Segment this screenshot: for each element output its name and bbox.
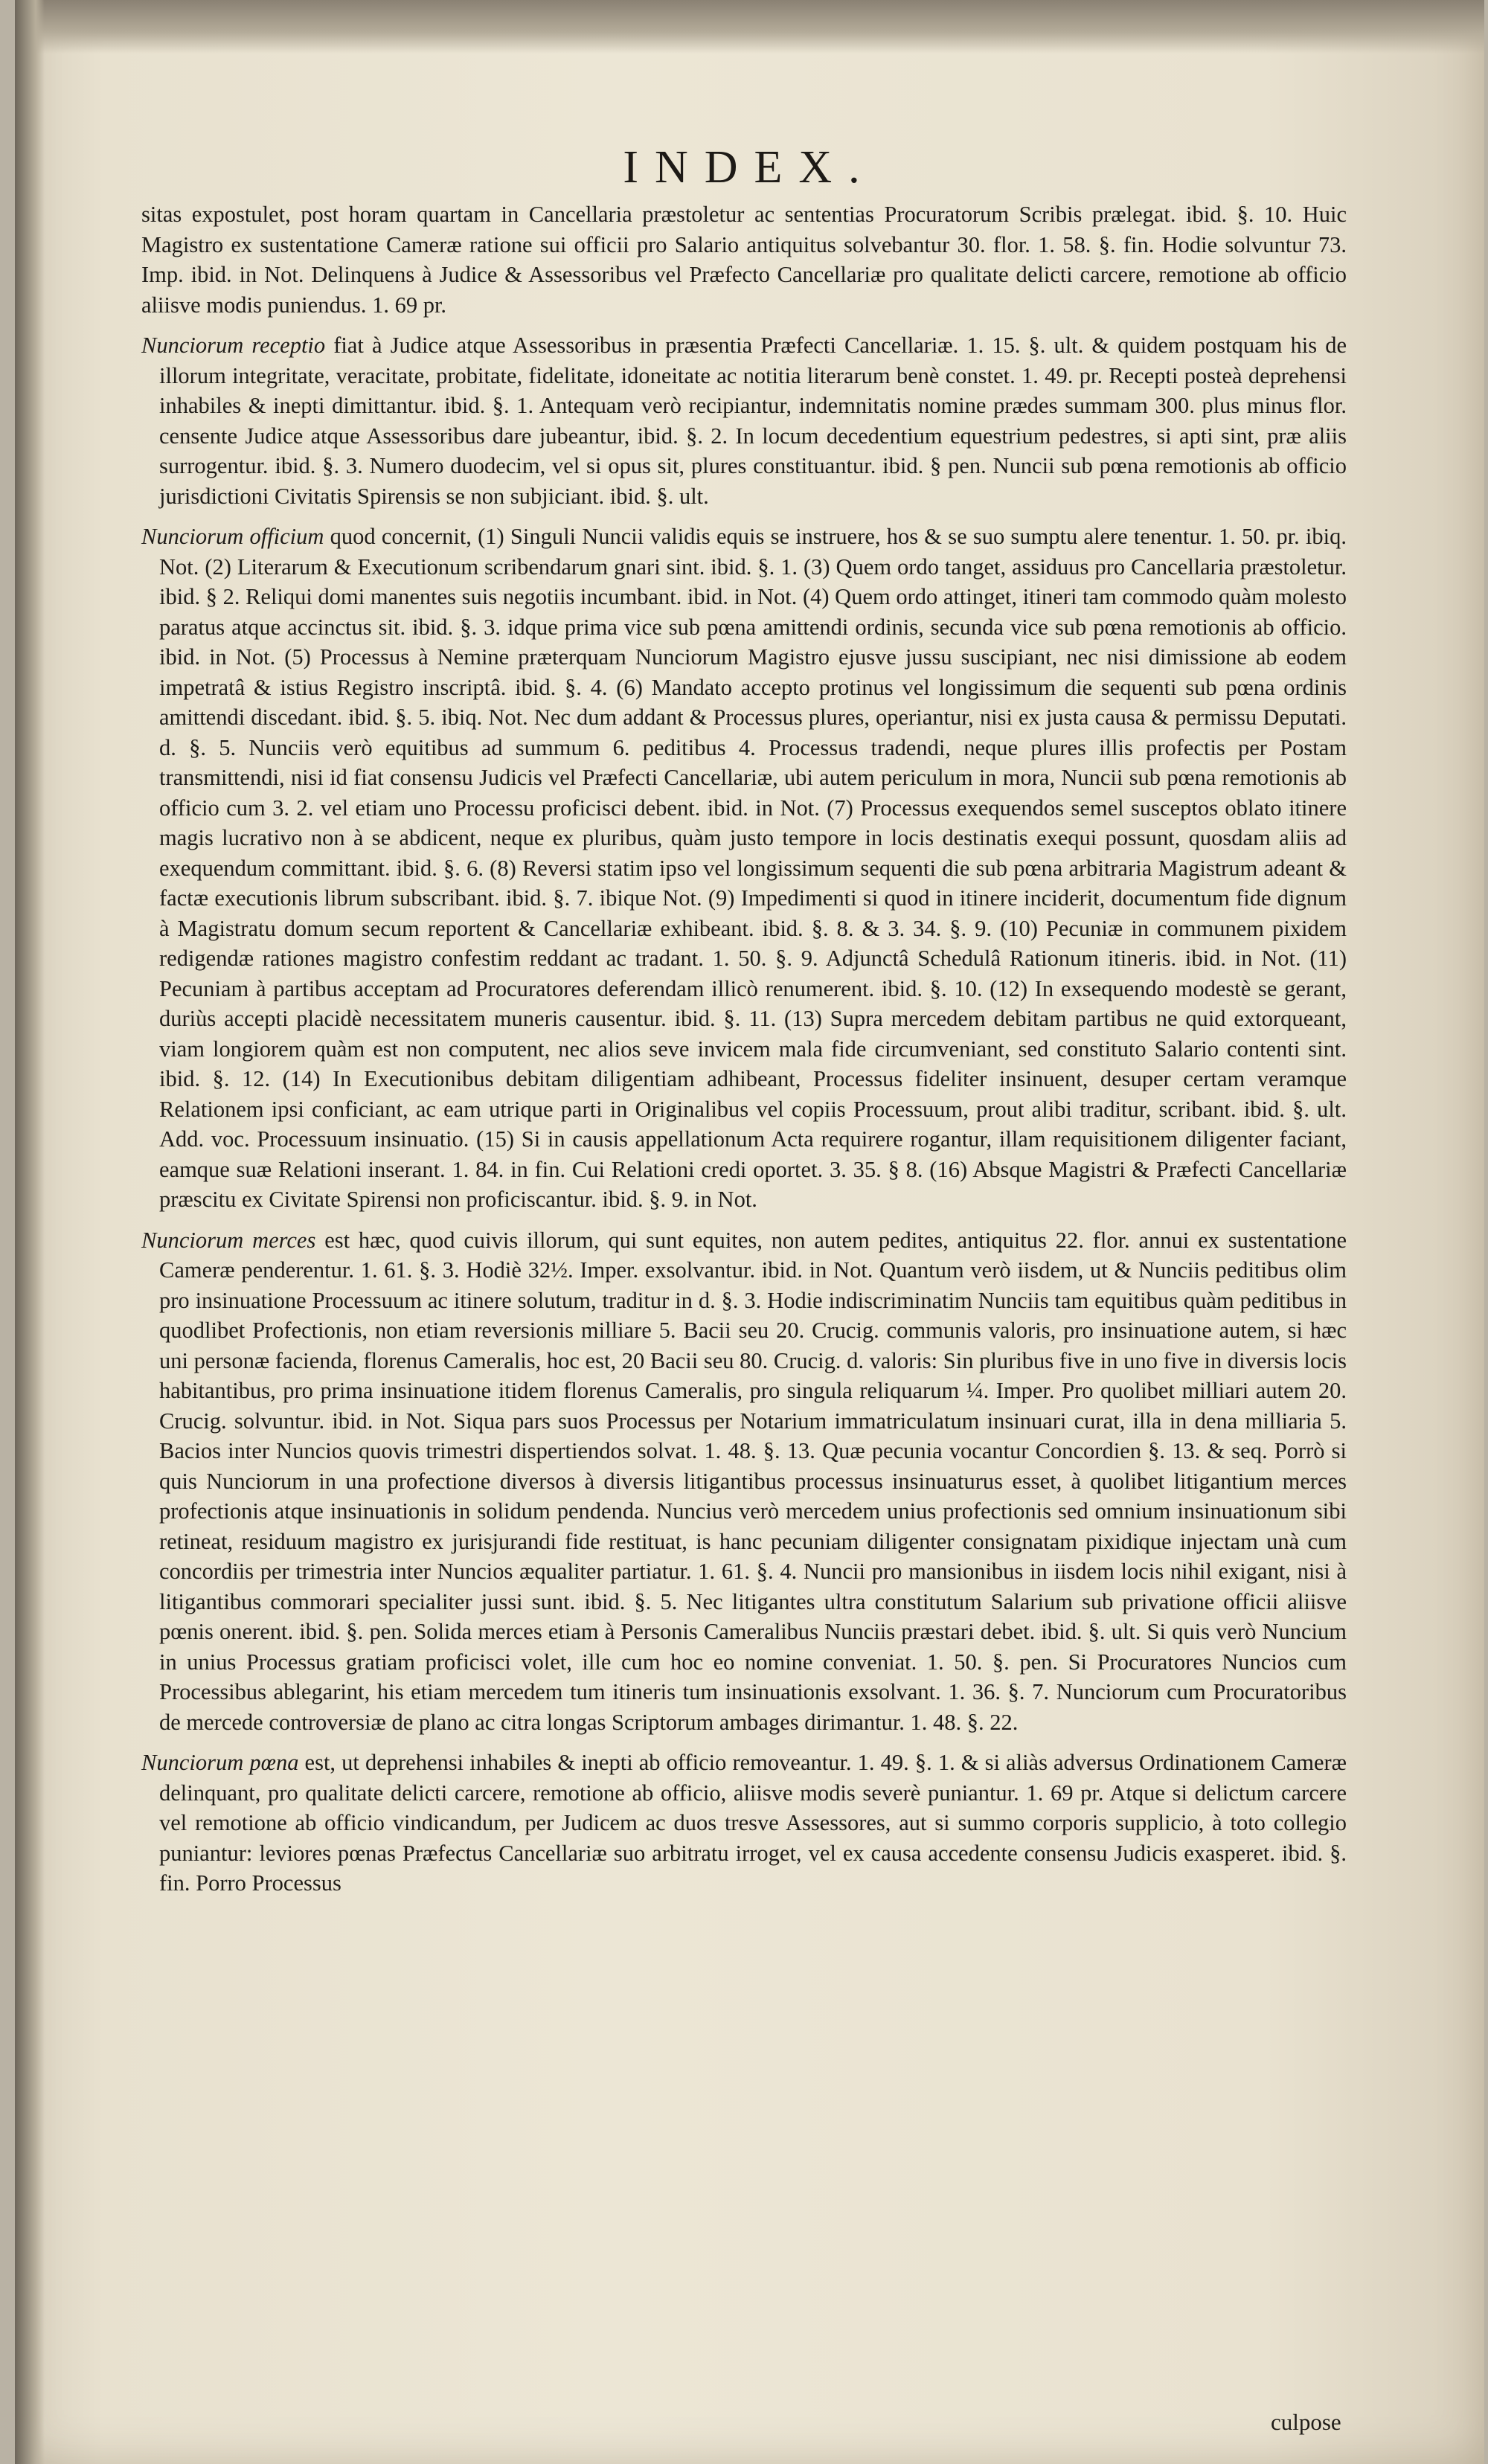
- entry-text: fiat à Judice atque Assessoribus in præsentia Præfecti Cancellariæ. 1. 15. §. ult. & quidem postquam his de illorum integritate, veracitate, probitate, fidelitate, idoneitate ac notitia literarum benè constet. 1. 49. pr. Recepti posteà deprehensi inhabiles & inepti dimittantur. ibid. §. 1. Antequam verò recipiantur, indemnitatis nomine prædes summam 300. plus minus flor. censente Judice atque Assessoribus dare jubeantur, ibid. §. 2. In locum decedentium equestrium pedestres, si apti sint, præ aliis surrogentur. ibid. §. 3. Numero duodecim, vel si opus sit, plures constituantur. ibid. § pen. Nuncii sub pœna remotionis ab officio jurisdictioni Civitatis Spirensis se non subjiciant. ibid. §. ult.: [159, 333, 1347, 509]
- index-entry-officium: [141, 522, 1347, 1215]
- index-body: [141, 199, 1347, 1909]
- entry-lemma: Nunciorum receptio: [141, 333, 334, 358]
- entry-lemma: Nunciorum pœna: [141, 1750, 305, 1775]
- page-top-shadow: [15, 0, 1484, 54]
- catchword: culpose: [1271, 2409, 1341, 2435]
- index-entry-continuation: [141, 199, 1347, 320]
- entry-lemma: Nunciorum merces: [141, 1227, 325, 1253]
- entry-text: est hæc, quod cuivis illorum, qui sunt equites, non autem pedites, antiquitus 22. flor. annui ex sustentatione Cameræ penderentur. 1. 61. §. 3. Hodiè 32½. Imper. exsolvantur. ibid. in Not. Quantum verò iisdem, ut & Nunciis peditibus olim pro insinuatione Processuum ac itinere solutum, traditur in d. §. 3. Hodie indiscriminatim Nunciis tam equitibus quàm peditibus in quodlibet Profectionis, non etiam reversionis milliare 5. Bacii seu 20. Crucig. communis valoris, pro insinuatione autem, si hæc uni personæ facienda, florenus Cameralis, hoc est, 20 Bacii seu 80. Crucig. d. valoris: Sin pluribus five in uno five in diversis locis habitantibus, pro prima insinuatione itidem florenus Cameralis, pro singula reliquarum ¼. Imper. Pro quolibet milliari autem 20. Crucig. solvuntur. ibid. in Not. Siqua pars suos Processus per Notarium immatriculatum insinuari curat, illa in dena milliaria 5. Bacios inter Nuncios quovis trimestri dispertiendos solvat. 1. 48. §. 13. Quæ pecunia vocantur Concordien §. 13. & seq. Porrò si quis Nunciorum in una profectione diversos à diversis litigantibus processus insinuaturus esset, à quolibet litigantium merces profectionis atque insinuationis in solidum pendenda. Nuncius verò mercedem unius profectionis sed omnium insinuationum sibi retineat, residuum magistro ex jurisjurandi fide restituat, is hanc pecuniam diligenter consignatam pixidique injectam unà cum concordiis per trimestria inter Nuncios æqualiter partiatur. 1. 61. §. 4. Nuncii pro mansionibus in iisdem locis nihil exigant, nisi à litigantibus commorari specialiter jussi sunt. ibid. §. 5. Nec litigantes ultra constitutum Salarium sub privatione officii aliisve pœnis onerent. ibid. §. pen. Solida merces etiam à Personis Cameralibus Nunciis præstari debet. ibid. §. ult. Si quis verò Nuncium in unius Processus gratiam proficisci volet, ille cum hoc eo nomine conveniat. 1. 50. §. pen. Si Procuratores Nuncios cum Processibus ablegarint, his etiam mercedem tum itineris tum insinuationis exsolvant. 1. 36. §. 7. Nunciorum cum Procuratoribus de mercede controversiæ de plano ac citra longas Scriptorum ambages dirimantur. 1. 48. §. 22.: [159, 1227, 1347, 1735]
- entry-lemma: Nunciorum officium: [141, 524, 330, 549]
- index-entry-receptio: [141, 330, 1347, 511]
- entry-text: est, ut deprehensi inhabiles & inepti ab officio removeantur. 1. 49. §. 1. & si aliàs adversus Ordinationem Cameræ delinquant, pro qualitate delicti carcere, remotione ab officio, aliisve modis severè puniantur. 1. 69 pr. Atque si delictum carcere vel remotione ab officio vindicandum, per Judicem ac duos tresve Assessores, aut si summo corporis supplicio, à toto collegio puniantur: leviores pœnas Præfectus Cancellariæ suo arbitratu irroget, vel ex causa accedente consensu Judicis exasperet. ibid. §. fin. Porro Processus: [159, 1750, 1347, 1896]
- index-entry-poena: [141, 1748, 1347, 1899]
- running-head: INDEX.: [623, 142, 876, 193]
- page-gutter-shadow: [15, 0, 45, 2464]
- book-page: [15, 0, 1484, 2464]
- index-entry-merces: [141, 1225, 1347, 1738]
- entry-text: sitas expostulet, post horam quartam in Cancellaria præstoletur ac sententias Procuratorum Scribis prælegat. ibid. §. 10. Huic Magistro ex sustentatione Cameræ ratione sui officii pro Salario antiquitus solvebantur 30. flor. 1. 58. §. fin. Hodie solvuntur 73. Imp. ibid. in Not. Delinquens à Judice & Assessoribus vel Præfecto Cancellariæ pro qualitate delicti carcere, remotione ab officio aliisve modis puniendus. 1. 69 pr.: [141, 202, 1347, 318]
- entry-text: quod concernit, (1) Singuli Nuncii validis equis se instruere, hos & se suo sumptu alere tenentur. 1. 50. pr. ibiq. Not. (2) Literarum & Executionum scribendarum gnari sint. ibid. §. 1. (3) Quem ordo tanget, assiduus pro Cancellaria præstoletur. ibid. § 2. Reliqui domi manentes suis negotiis incumbant. ibid. in Not. (4) Quem ordo attinget, itineri tam commodo quàm molesto paratus atque accinctus sit. ibid. §. 3. idque prima vice sub pœna amittendi ordinis, secunda vice sub pœna remotionis ab officio. ibid. in Not. (5) Processus à Nemine præterquam Nunciorum Magistro ejusve jussu suscipiant, nec nisi dimissione ab eodem impetratâ & istius Registro inscriptâ. ibid. §. 4. (6) Mandato accepto protinus vel longissimum die sequenti sub pœna ordinis amittendi discedant. ibid. §. 5. ibiq. Not. Nec dum addant & Processus plures, operiantur, nisi ex justa causa & permissu Deputati. d. §. 5. Nunciis verò equitibus ad summum 6. peditibus 4. Processus tradendi, neque plures illis profectis per Postam transmittendi, nisi id fiat consensu Judicis vel Præfecti Cancellariæ, ubi autem periculum in mora, Nuncii sub pœna remotionis ab officio cum 3. 2. vel etiam uno Processu proficisci debent. ibid. in Not. (7) Processus exequendos semel susceptos oblato itinere magis lucrativo non à se abdicent, neque ex pluribus, quàm justo tempore in locis destinatis exequi possunt, quosdam aliis ad exequendum committant. ibid. §. 6. (8) Reversi statim ipso vel longissimum sequenti die sub pœna arbitraria Magistrum adeant & factæ executionis librum subscribant. ibid. §. 7. ibique Not. (9) Impedimenti si quod in itinere inciderit, documentum fide dignum à Magistratu domum secum reportent & Cancellariæ exhibeant. ibid. §. 8. & 3. 34. §. 9. (10) Pecuniæ in communem pixidem redigendæ rationes magistro confestim reddant ac tradant. 1. 50. §. 9. Adjunctâ Schedulâ Rationum itineris. ibid. in Not. (11) Pecuniam à partibus acceptam ad Procuratores deferendam illicò renumerent. ibid. §. 10. (12) In exsequendo modestè se gerant, duriùs accepti placidè necessitatem muneris causentur. ibid. §. 11. (13) Supra mercedem debitam partibus ne quid extorqueant, viam longiorem quàm est non computent, nec alios seve invicem mala fide circumveniant, sed constituto Salario contenti sint. ibid. §. 12. (14) In Executionibus debitam diligentiam adhibeant, Processus fideliter insinuent, desuper certam veramque Relationem ipsi conficiant, ac eam utrique parti in Originalibus vel copiis Processuum, prout alibi traditur, scribant. ibid. §. ult. Add. voc. Processuum insinuatio. (15) Si in causis appellationum Acta requirere rogantur, illam requisitionem diligenter faciant, eamque suæ Relationi inserant. 1. 84. in fin. Cui Relationi credi oportet. 3. 35. § 8. (16) Absque Magistri & Præfecti Cancellariæ præscitu ex Civitate Spirensi non proficiscantur. ibid. §. 9. in Not.: [159, 524, 1347, 1212]
